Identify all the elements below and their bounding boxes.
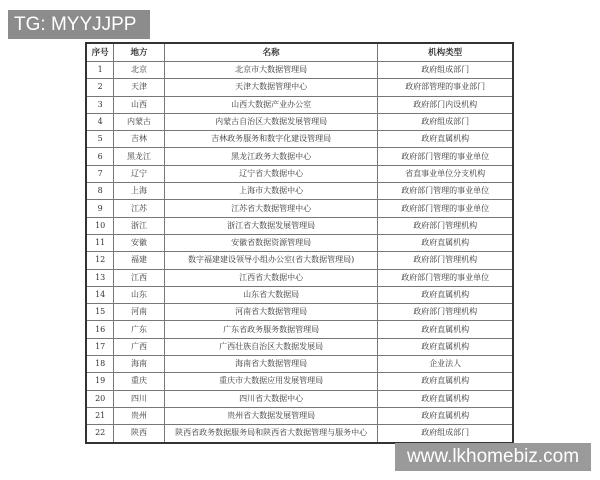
cell-region: 陕西	[114, 425, 164, 443]
cell-region: 贵州	[114, 407, 164, 424]
cell-region: 江西	[114, 269, 164, 286]
cell-type: 省直事业单位分支机构	[378, 165, 513, 182]
table-row	[86, 286, 513, 303]
cell-type: 政府组成部门	[378, 62, 513, 79]
cell-region: 北京	[114, 62, 164, 79]
table-row	[86, 96, 513, 113]
cell-type: 政府直属机构	[378, 286, 513, 303]
cell-name: 重庆市大数据应用发展管理局	[164, 373, 378, 390]
table-row	[86, 390, 513, 407]
cell-name: 贵州省大数据发展管理局	[164, 407, 378, 424]
cell-region: 辽宁	[114, 165, 164, 182]
cell-name: 天津大数据管理中心	[164, 79, 378, 96]
cell-name: 安徽省数据资源管理局	[164, 234, 378, 251]
cell-region: 江苏	[114, 200, 164, 217]
cell-name: 广西壮族自治区大数据发展局	[164, 338, 378, 355]
cell-region: 浙江	[114, 217, 164, 234]
cell-name: 数字福建建设领导小组办公室(省大数据管理局)	[164, 252, 378, 269]
cell-index: 13	[86, 269, 114, 286]
table-row	[86, 131, 513, 148]
cell-region: 重庆	[114, 373, 164, 390]
cell-region: 海南	[114, 356, 164, 373]
cell-type: 政府部管理的事业部门	[378, 79, 513, 96]
watermark-bottom: www.lkhomebiz.com	[395, 443, 591, 471]
cell-index: 10	[86, 217, 114, 234]
table-row	[86, 338, 513, 355]
cell-index: 4	[86, 113, 114, 130]
cell-type: 政府部门内设机构	[378, 96, 513, 113]
table-row	[86, 252, 513, 269]
cell-index: 11	[86, 234, 114, 251]
table-header-row	[86, 43, 513, 62]
cell-name: 海南省大数据管理局	[164, 356, 378, 373]
table-row	[86, 321, 513, 338]
cell-type: 政府部门管理的事业单位	[378, 183, 513, 200]
cell-name: 河南省大数据管理局	[164, 304, 378, 321]
cell-name: 辽宁省大数据中心	[164, 165, 378, 182]
cell-region: 上海	[114, 183, 164, 200]
cell-region: 河南	[114, 304, 164, 321]
cell-region: 山东	[114, 286, 164, 303]
cell-index: 22	[86, 425, 114, 443]
cell-type: 政府直属机构	[378, 338, 513, 355]
cell-region: 山西	[114, 96, 164, 113]
cell-index: 1	[86, 62, 114, 79]
cell-name: 江苏省大数据管理中心	[164, 200, 378, 217]
cell-index: 14	[86, 286, 114, 303]
cell-name: 北京市大数据管理局	[164, 62, 378, 79]
cell-name: 上海市大数据中心	[164, 183, 378, 200]
cell-index: 18	[86, 356, 114, 373]
table-row	[86, 62, 513, 79]
cell-type: 政府直属机构	[378, 321, 513, 338]
cell-name: 内蒙古自治区大数据发展管理局	[164, 113, 378, 130]
cell-index: 12	[86, 252, 114, 269]
table-row	[86, 407, 513, 424]
cell-type: 政府直属机构	[378, 407, 513, 424]
cell-name: 陕西省政务数据服务局和陕西省大数据管理与服务中心	[164, 425, 378, 443]
cell-name: 山东省大数据局	[164, 286, 378, 303]
cell-name: 浙江省大数据发展管理局	[164, 217, 378, 234]
table-row	[86, 356, 513, 373]
cell-type: 政府部门管理的事业单位	[378, 200, 513, 217]
cell-index: 8	[86, 183, 114, 200]
cell-region: 广西	[114, 338, 164, 355]
cell-index: 16	[86, 321, 114, 338]
header-name: 名称	[164, 43, 378, 62]
header-type: 机构类型	[378, 43, 513, 62]
table-row	[86, 373, 513, 390]
table-row	[86, 183, 513, 200]
cell-region: 吉林	[114, 131, 164, 148]
cell-name: 四川省大数据中心	[164, 390, 378, 407]
agency-table	[85, 42, 514, 444]
cell-name: 山西大数据产业办公室	[164, 96, 378, 113]
cell-name: 广东省政务服务数据管理局	[164, 321, 378, 338]
header-region: 地方	[114, 43, 164, 62]
cell-region: 福建	[114, 252, 164, 269]
cell-region: 天津	[114, 79, 164, 96]
header-index: 序号	[86, 43, 114, 62]
cell-type: 政府部门管理机构	[378, 217, 513, 234]
cell-type: 政府直属机构	[378, 390, 513, 407]
cell-type: 政府部门管理机构	[378, 252, 513, 269]
watermark-top: TG: MYYJJPP	[8, 10, 150, 39]
cell-name: 江西省大数据中心	[164, 269, 378, 286]
cell-index: 20	[86, 390, 114, 407]
table-row	[86, 148, 513, 165]
cell-index: 21	[86, 407, 114, 424]
cell-region: 广东	[114, 321, 164, 338]
table-row	[86, 269, 513, 286]
table-row	[86, 200, 513, 217]
table-row	[86, 425, 513, 443]
cell-type: 政府直属机构	[378, 234, 513, 251]
table-row	[86, 304, 513, 321]
cell-type: 政府部门管理的事业单位	[378, 269, 513, 286]
cell-type: 企业法人	[378, 356, 513, 373]
cell-region: 四川	[114, 390, 164, 407]
table-row	[86, 79, 513, 96]
cell-region: 黑龙江	[114, 148, 164, 165]
cell-region: 安徽	[114, 234, 164, 251]
cell-index: 15	[86, 304, 114, 321]
cell-index: 19	[86, 373, 114, 390]
table-row	[86, 217, 513, 234]
cell-index: 6	[86, 148, 114, 165]
cell-name: 吉林政务服务和数字化建设管理局	[164, 131, 378, 148]
cell-index: 7	[86, 165, 114, 182]
cell-name: 黑龙江政务大数据中心	[164, 148, 378, 165]
cell-type: 政府直属机构	[378, 131, 513, 148]
cell-index: 17	[86, 338, 114, 355]
table-row	[86, 165, 513, 182]
cell-index: 2	[86, 79, 114, 96]
cell-index: 3	[86, 96, 114, 113]
table-row	[86, 234, 513, 251]
cell-type: 政府组成部门	[378, 113, 513, 130]
cell-region: 内蒙古	[114, 113, 164, 130]
cell-type: 政府直属机构	[378, 373, 513, 390]
cell-type: 政府部门管理的事业单位	[378, 148, 513, 165]
table-row	[86, 113, 513, 130]
cell-index: 9	[86, 200, 114, 217]
cell-type: 政府组成部门	[378, 425, 513, 443]
cell-type: 政府部门管理机构	[378, 304, 513, 321]
cell-index: 5	[86, 131, 114, 148]
